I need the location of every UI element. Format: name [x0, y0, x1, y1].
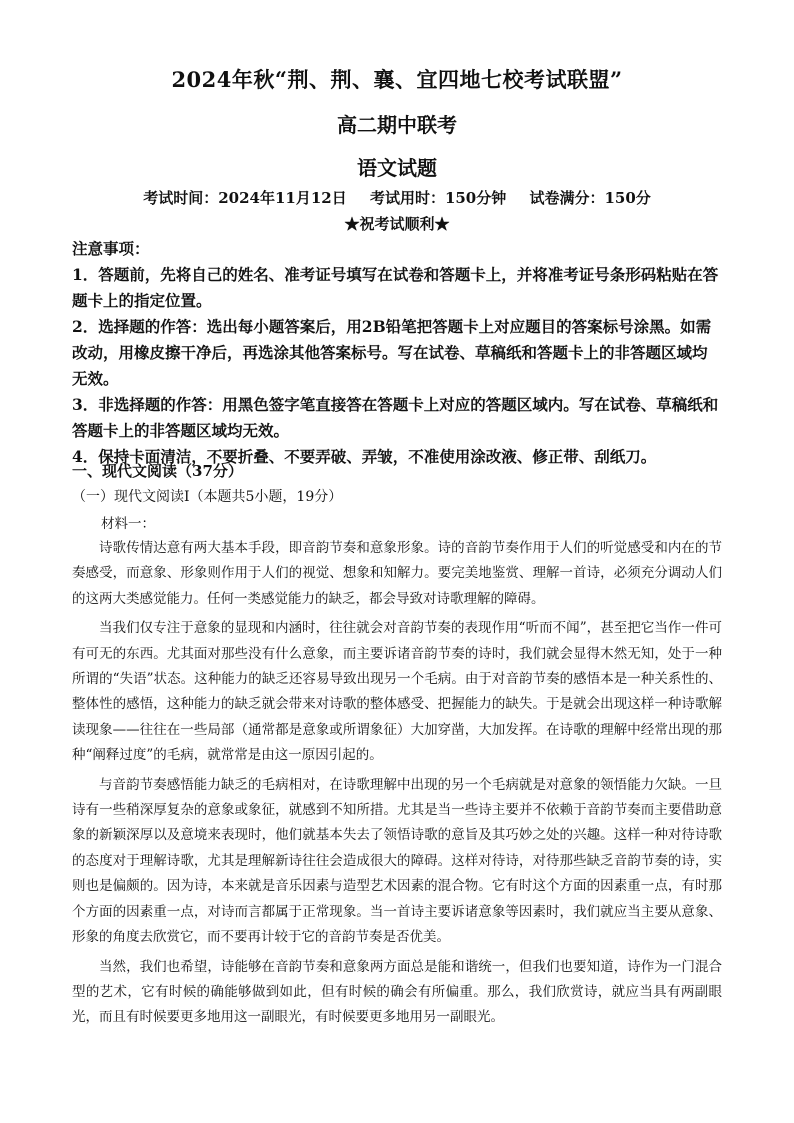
note-item: 1．答题前，先将自己的姓名、准考证号填写在试卷和答题卡上，并将准考证号条形码粘贴在答题卡上的指定位置。 [72, 265, 719, 310]
subject-title: 语文试题 [357, 156, 437, 180]
exam-time: 考试时间：2024年11月12日 [143, 189, 347, 207]
good-luck-line: ★祝考试顺利★ [344, 215, 450, 233]
note-item: 3．非选择题的作答：用黑色签字笔直接答在答题卡上对应的答题区域内。写在试卷、草稿纸和答题卡上的非答题区域均无效。 [72, 395, 719, 440]
material-text [72, 536, 722, 1035]
note-item: 2．选择题的作答：选出每小题答案后，用2B铅笔把答题卡上对应题目的答案标号涂黑。如需改动，用橡皮擦干净后，再选涂其他答案标号。写在试卷、草稿纸和答题卡上的非答题区域均无效。 [72, 317, 712, 388]
paragraph: 当然，我们也希望，诗能够在音韵节奏和意象两方面总是能和谐统一，但我们也要知道，诗作为一门混合型的艺术，它有时候的确能够做到如此，但有时候的确会有所偏重。那么，我们欣赏诗，就应当具有两副眼光，而且有时候要更多地用这一副眼光，有时候要更多地用另一副眼光。 [72, 958, 722, 1026]
paragraph: 当我们仅专注于意象的显现和内涵时，往往就会对音韵节奏的表现作用“听而不闻”，甚至把它当作一件可有可无的东西。尤其面对那些没有什么意象，而主要诉诸音韵节奏的诗时，我们就会显得木然无知，处于一种所谓的“失语”状态。这种能力的缺乏还容易导致出现另一个毛病。由于对音韵节奏的感悟本是一种关系性的、整体性的感悟，这种能力的缺乏就会带来对诗歌的整体感受、把握能力的缺失。于是就会出现这样一种诗歌解读现象——往往在一些局部（通常都是意象或所谓象征）大加穿凿，大加发挥。在诗歌的理解中经常出现的那种“阐释过度”的毛病，就常常是由这一原因引起的。 [72, 620, 722, 764]
section-heading: 一、现代文阅读（37分） [72, 462, 243, 480]
notes-block [72, 236, 722, 470]
paragraph: 与音韵节奏感悟能力缺乏的毛病相对，在诗歌理解中出现的另一个毛病就是对意象的领悟能力欠缺。一旦诗有一些稍深厚复杂的意象或象征，就感到不知所措。尤其是当一些诗主要并不依赖于音韵节奏而主要借助意象的新颖深厚以及意境来表现时，他们就基本失去了领悟诗歌的意旨及其巧妙之处的兴趣。这样一种对待诗歌的态度对于理解诗歌，尤其是理解新诗往往会造成很大的障碍。这样对待诗，对待那些缺乏音韵节奏的诗，实则也是偏颇的。因为诗，本来就是音乐因素与造型艺术因素的混合物。它有时这个方面的因素重一点，有时那个方面的因素重一点，对诗而言都属于正常现象。当一首诗主要诉诸意象等因素时，我们就应当主要从意象、形象的角度去欣赏它，而不要再计较于它的音韵节奏是否优美。 [72, 776, 722, 946]
exam-score: 试卷满分：150分 [529, 189, 651, 207]
exam-duration: 考试用时：150分钟 [369, 189, 507, 207]
note-item: 4．保持卡面清洁，不要折叠、不要弄破、弄皱，不准使用涂改液、修正带、刮纸刀。 [72, 447, 657, 466]
material-label: 材料一： [101, 516, 155, 532]
exam-title: 2024年秋“荆、荆、襄、宜四地七校考试联盟” [171, 67, 623, 92]
notes-heading: 注意事项： [72, 239, 150, 258]
paragraph: 诗歌传情达意有两大基本手段，即音韵节奏和意象形象。诗的音韵节奏作用于人们的听觉感受和内在的节奏感受，而意象、形象则作用于人们的视觉、想象和知解力。要完美地鉴赏、理解一首诗，必须充分调动人们的这两大类感觉能力。任何一类感觉能力的缺乏，都会导致对诗歌理解的障碍。 [72, 540, 722, 607]
exam-info-line [0, 187, 794, 208]
exam-subtitle: 高二期中联考 [337, 113, 457, 137]
section-subheading: （一）现代文阅读Ⅰ（本题共5小题，19分） [72, 489, 343, 505]
